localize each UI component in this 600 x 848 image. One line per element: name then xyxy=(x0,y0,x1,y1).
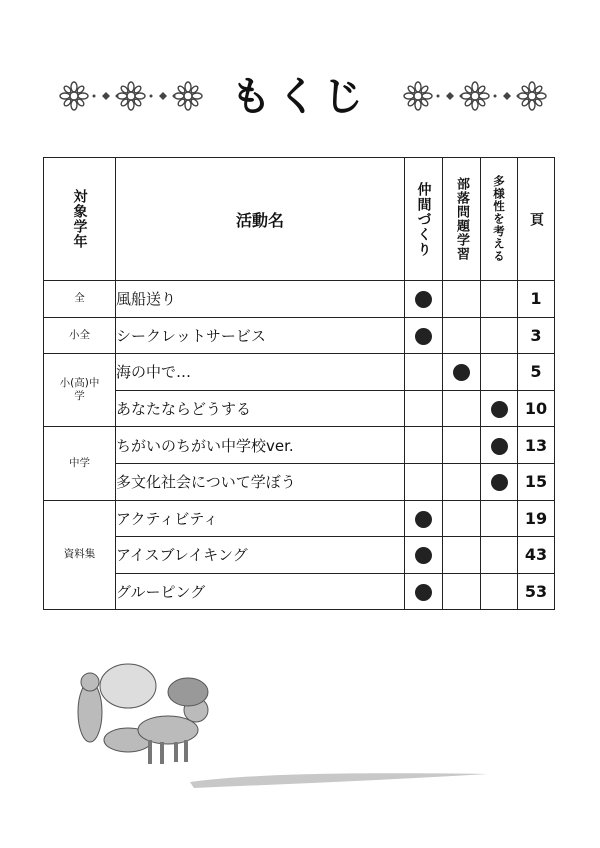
mark-col2 xyxy=(443,390,481,427)
mark-col3 xyxy=(481,317,518,354)
mark-col1 xyxy=(405,427,443,464)
mark-col2 xyxy=(443,537,481,574)
mark-col1 xyxy=(405,390,443,427)
table-row xyxy=(44,573,555,610)
title-row xyxy=(0,72,600,122)
flower-ornament-right-icon xyxy=(402,78,552,114)
activity-name[interactable]: アイスブレイキング xyxy=(116,537,405,574)
header-col1-text: 仲間づくり xyxy=(415,181,432,257)
activity-name[interactable]: グルーピング xyxy=(116,573,405,610)
activity-name[interactable]: シークレットサービス xyxy=(116,317,405,354)
dot-icon xyxy=(415,584,432,601)
header-col3-text: 多様性を考える xyxy=(492,175,506,263)
page-number: 3 xyxy=(518,317,555,354)
mark-col3 xyxy=(481,463,518,500)
group-cell: 小全 xyxy=(44,317,116,354)
activity-name[interactable]: あなたならどうする xyxy=(116,390,405,427)
group-cell: 中学 xyxy=(44,427,116,500)
mark-col3 xyxy=(481,281,518,318)
table-row xyxy=(44,427,555,464)
mark-col2 xyxy=(443,500,481,537)
header-activity xyxy=(116,158,405,281)
table-row xyxy=(44,317,555,354)
group-cell: 小(高)中学 xyxy=(44,354,116,427)
activity-name[interactable]: ちがいのちがい中学校ver. xyxy=(116,427,405,464)
table-row xyxy=(44,390,555,427)
header-target-text: 対象学年 xyxy=(71,189,88,249)
table-row xyxy=(44,463,555,500)
mark-col2 xyxy=(443,281,481,318)
dot-icon xyxy=(491,474,508,491)
mark-col3 xyxy=(481,500,518,537)
mark-col3 xyxy=(481,537,518,574)
dot-icon xyxy=(415,328,432,345)
group-cell: 全 xyxy=(44,281,116,318)
header-page-text: 頁 xyxy=(528,211,544,227)
header-row xyxy=(44,158,555,281)
mark-col1 xyxy=(405,317,443,354)
mark-col1 xyxy=(405,537,443,574)
table-row xyxy=(44,281,555,318)
header-nakama xyxy=(405,158,443,281)
activity-name[interactable]: 風船送り xyxy=(116,281,405,318)
page-number: 19 xyxy=(518,500,555,537)
activity-name[interactable]: 多文化社会について学ぼう xyxy=(116,463,405,500)
mark-col1 xyxy=(405,573,443,610)
table-row xyxy=(44,354,555,391)
table-row xyxy=(44,537,555,574)
dot-icon xyxy=(415,547,432,564)
mark-col2 xyxy=(443,463,481,500)
page-number: 43 xyxy=(518,537,555,574)
mark-col3 xyxy=(481,390,518,427)
dot-icon xyxy=(491,401,508,418)
header-page xyxy=(518,158,555,281)
mark-col2 xyxy=(443,427,481,464)
header-target-grade xyxy=(44,158,116,281)
mark-col2 xyxy=(443,317,481,354)
header-diversity xyxy=(481,158,518,281)
page-number: 15 xyxy=(518,463,555,500)
mark-col2 xyxy=(443,573,481,610)
dot-icon xyxy=(415,291,432,308)
brush-stroke-icon xyxy=(188,768,493,790)
page-number: 5 xyxy=(518,354,555,391)
mark-col3 xyxy=(481,573,518,610)
table-row xyxy=(44,500,555,537)
activity-name[interactable]: 海の中で… xyxy=(116,354,405,391)
dot-icon xyxy=(415,511,432,528)
header-activity-text: 活動名 xyxy=(235,210,284,230)
dot-icon xyxy=(453,364,470,381)
toc-table xyxy=(43,157,555,610)
mark-col2 xyxy=(443,354,481,391)
mark-col1 xyxy=(405,281,443,318)
mark-col1 xyxy=(405,354,443,391)
activity-name[interactable]: アクティビティ xyxy=(116,500,405,537)
page-title: もくじ xyxy=(231,74,369,120)
animals-illustration-icon xyxy=(68,652,228,772)
page-number: 53 xyxy=(518,573,555,610)
mark-col1 xyxy=(405,463,443,500)
page-number: 13 xyxy=(518,427,555,464)
mark-col3 xyxy=(481,427,518,464)
header-buraku xyxy=(443,158,481,281)
group-cell: 資料集 xyxy=(44,500,116,610)
page-number: 1 xyxy=(518,281,555,318)
mark-col1 xyxy=(405,500,443,537)
page-number: 10 xyxy=(518,390,555,427)
dot-icon xyxy=(491,438,508,455)
header-col2-text: 部落問題学習 xyxy=(454,177,469,261)
flower-ornament-left-icon xyxy=(58,78,208,114)
mark-col3 xyxy=(481,354,518,391)
